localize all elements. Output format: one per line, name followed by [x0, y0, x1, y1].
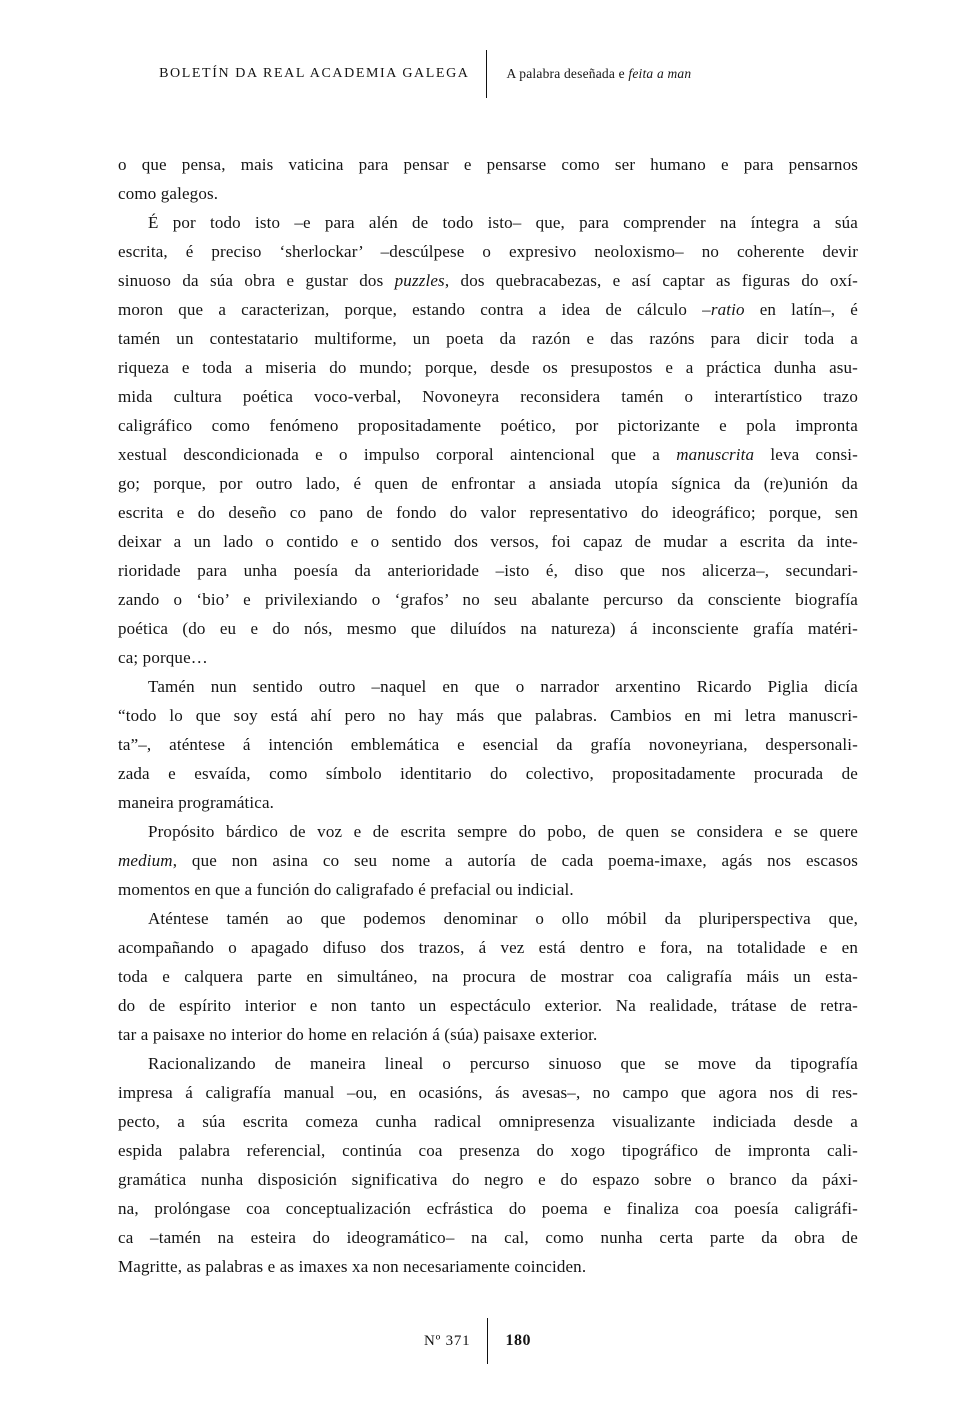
text-line	[118, 469, 858, 498]
text-line	[118, 701, 858, 730]
text-line	[118, 179, 858, 208]
text-segment: “todo lo que soy está ahí pero no hay más que palabras. Cambios en mi letra manuscri-	[118, 706, 858, 725]
text-line	[118, 759, 858, 788]
text-line	[118, 585, 858, 614]
text-segment: espida palabra referencial, continúa coa presenza do xogo tipográfico de impronta cali-	[118, 1141, 858, 1160]
paragraph	[118, 817, 858, 904]
text-line	[118, 788, 858, 817]
text-segment: deixar a un lado o contido e o sentido dos versos, foi capaz de mudar a escrita da inte-	[118, 532, 858, 551]
text-line	[118, 875, 858, 904]
italic-text: feita a man	[628, 66, 692, 81]
text-line	[118, 266, 858, 295]
text-line	[118, 1136, 858, 1165]
text-line	[118, 643, 858, 672]
text-line	[118, 498, 858, 527]
text-line	[118, 527, 858, 556]
text-segment: , que non asina co seu nome a autoría de cada poema-imaxe, agás nos escasos	[172, 851, 858, 870]
text-segment: rioridade para unha poesía da anterioridade –isto é, diso que nos alicerza–, secundari-	[118, 561, 858, 580]
text-segment: A palabra deseñada e	[506, 66, 629, 81]
text-segment: poética (do eu e do nós, mesmo que diluídos na natureza) á inconsciente grafía matéri-	[118, 619, 858, 638]
text-segment: o que pensa, mais vaticina para pensar e pensarse como ser humano e para pensarnos	[118, 155, 858, 174]
issue-number: Nº 371	[423, 1332, 471, 1349]
text-line	[118, 730, 858, 759]
text-segment: en latín–, é	[744, 300, 858, 319]
text-line	[118, 324, 858, 353]
text-segment: Propósito bárdico de voz e de escrita sempre do pobo, de quen se considera e se quere	[148, 822, 858, 841]
text-segment: na, prolóngase coa conceptualización ecfrástica do poema e finaliza coa poesía caligráfi-	[118, 1199, 858, 1218]
page-footer	[118, 1318, 858, 1364]
text-line	[118, 150, 858, 179]
text-line	[118, 1252, 858, 1281]
text-segment: acompañando o apagado difuso dos trazos, á vez está dentro e fora, na totalidade e en	[118, 938, 858, 957]
text-line	[118, 411, 858, 440]
italic-text: ratio	[710, 300, 745, 319]
text-segment: go; porque, por outro lado, é quen de enfrontar a ansiada utopía sígnica da (re)unión da	[118, 474, 858, 493]
text-segment: xestual descondicionada e o impulso corporal aintencional que a	[118, 445, 677, 464]
text-line	[118, 991, 858, 1020]
text-segment: Racionalizando de maneira lineal o percurso sinuoso que se move da tipografía	[148, 1054, 858, 1073]
text-segment: impresa á caligrafía manual –ou, en ocasións, ás avesas–, no campo que agora nos di res-	[118, 1083, 858, 1102]
paragraph	[118, 1049, 858, 1281]
text-segment: gramática nunha disposición significativa do negro e do espazo sobre o branco da páxi-	[118, 1170, 858, 1189]
body-text	[118, 150, 858, 1281]
text-segment: ca; porque…	[118, 648, 208, 667]
text-segment: moron que a caracterizan, porque, estando contra a idea de cálculo –	[118, 300, 711, 319]
text-segment: caligráfico como fenómeno propositadamente poético, por pictorizante e pola impronta	[118, 416, 858, 435]
italic-text: puzzles	[394, 271, 445, 290]
text-segment: É por todo isto –e para alén de todo isto– que, para comprender na íntegra a súa	[148, 213, 858, 232]
text-segment: Aténtese tamén ao que podemos denominar o ollo móbil da pluriperspectiva que,	[148, 909, 858, 928]
text-line	[118, 672, 858, 701]
paragraph	[118, 672, 858, 817]
text-segment: como galegos.	[118, 184, 219, 203]
text-line	[118, 353, 858, 382]
text-segment: tamén un contestatario multiforme, un poeta da razón e das razóns para dicir toda a	[118, 329, 858, 348]
paragraph	[118, 150, 858, 208]
text-line	[118, 440, 858, 469]
text-line	[118, 846, 858, 875]
text-segment: do de espírito interior e non tanto un espectáculo exterior. Na realidade, trátase de retra-	[118, 996, 858, 1015]
text-segment: tar a paisaxe no interior do home en relación á (súa) paisaxe exterior.	[118, 1025, 598, 1044]
text-segment: ta”–, aténtese á intención emblemática e esencial da grafía novoneyriana, despersonali-	[118, 735, 858, 754]
text-line	[118, 208, 858, 237]
text-segment: ca –tamén na esteira do ideogramático– na cal, como nunha certa parte da obra de	[118, 1228, 858, 1247]
text-segment: Tamén nun sentido outro –naquel en que o narrador arxentino Ricardo Piglia dicía	[148, 677, 858, 696]
text-line	[118, 1194, 858, 1223]
text-line	[118, 1223, 858, 1252]
text-line	[118, 817, 858, 846]
text-line	[118, 1078, 858, 1107]
text-line	[118, 614, 858, 643]
text-line	[118, 295, 858, 324]
text-line	[118, 1165, 858, 1194]
text-line	[118, 1049, 858, 1078]
paragraph	[118, 904, 858, 1049]
text-segment: sinuoso da súa obra e gustar dos	[118, 271, 395, 290]
text-line	[118, 962, 858, 991]
text-segment: escrita, é preciso ‘sherlockar’ –descúlpese o expresivo neoloxismo– no coherente devir	[118, 242, 858, 261]
journal-title: BOLETÍN DA REAL ACADEMIA GALEGA	[159, 66, 470, 81]
text-line	[118, 382, 858, 411]
text-line	[118, 1020, 858, 1049]
text-segment: toda e calquera parte en simultáneo, na procura de mostrar coa caligrafía máis un esta-	[118, 967, 858, 986]
text-segment: leva consi-	[754, 445, 858, 464]
text-line	[118, 1107, 858, 1136]
text-line	[118, 933, 858, 962]
text-line	[118, 237, 858, 266]
text-segment: zada e esvaída, como símbolo identitario do colectivo, propositadamente procurada de	[118, 764, 858, 783]
text-line	[118, 556, 858, 585]
italic-text: manuscrita	[676, 445, 755, 464]
text-segment: pecto, a súa escrita comeza cunha radical omnipresenza visualizante indiciada desde a	[118, 1112, 858, 1131]
italic-text: medium	[118, 851, 173, 870]
text-line	[118, 904, 858, 933]
paragraph	[118, 208, 858, 672]
text-segment: momentos en que a función do caligrafado é prefacial ou indicial.	[118, 880, 574, 899]
text-segment: , dos quebracabezas, e así captar as figuras do oxí-	[444, 271, 858, 290]
running-head	[118, 50, 858, 98]
article-title	[487, 66, 859, 82]
text-segment: maneira programática.	[118, 793, 275, 812]
text-segment: mida cultura poética voco-verbal, Novoneyra reconsidera tamén o interartístico trazo	[118, 387, 858, 406]
page-number: 180	[505, 1332, 531, 1349]
text-segment: escrita e do deseño co pano de fondo do valor representativo do ideográfico; porque, sen	[118, 503, 858, 522]
text-segment: riqueza e toda a miseria do mundo; porque, desde os presupostos e a práctica dunha asu-	[118, 358, 858, 377]
text-segment: Magritte, as palabras e as imaxes xa non necesariamente coinciden.	[118, 1257, 587, 1276]
text-segment: zando o ‘bio’ e privilexiando o ‘grafos’ no seu abalante percurso da consciente biografía	[118, 590, 858, 609]
